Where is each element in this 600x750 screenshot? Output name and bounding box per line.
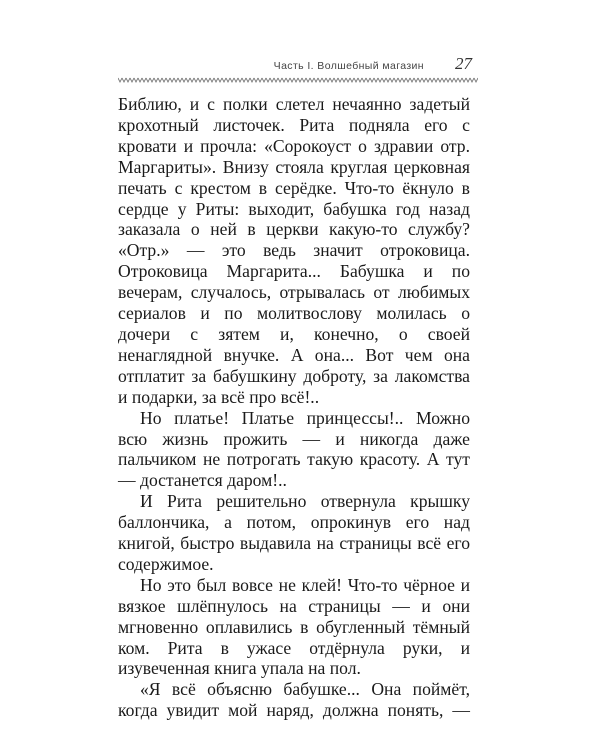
body-text (118, 94, 470, 721)
page-header (118, 52, 478, 82)
page-number: 27 (455, 54, 472, 73)
paragraph-1: Библию, и с полки слетел нечаянно задетый крохотный листочек. Рита подняла его с кровати и прочла: «Сорокоуст о здравии отр. Маргариты». Внизу стояла круглая церковная печать с крестом в серёдке. Что-то ёкнуло в сердце у Риты: выходит, бабушка год назад заказала о ней в церкви какую-то службу? «Отр.» — это ведь значит отроковица. Отроковица Маргарита... Бабушка и по вечерам, случалось, отрывалась от любимых сериалов и по молитвослову молилась о дочери с зятем и, конечно, о своей ненаглядной внучке. А она... Вот чем она отплатит за бабушкину доброту, за лакомства и подарки, за всё про всё!.. (118, 94, 470, 407)
paragraph-2: Но платье! Платье принцессы!.. Можно всю жизнь прожить — и никогда даже пальчиком не потрогать такую красоту. А тут — достанется даром!.. (118, 407, 470, 491)
running-head: Часть I. Волшебный магазин (273, 60, 424, 72)
ornamental-rule (118, 77, 478, 83)
paragraph-3: И Рита решительно отвернула крышку баллончика, а потом, опрокинув его над книгой, быстро выдавила на страницы всё его содержимое. (118, 491, 470, 574)
paragraph-5: «Я всё объясню бабушке... Она поймёт, когда увидит мой наряд, должна понять, — (118, 679, 470, 721)
paragraph-4: Но это был вовсе не клей! Что-то чёрное и вязкое шлёпнулось на страницы — и они мгновенно оплавились в обугленный тёмный ком. Рита в ужасе отдёрнула руки, и изувеченная книга упала на пол. (118, 574, 470, 679)
